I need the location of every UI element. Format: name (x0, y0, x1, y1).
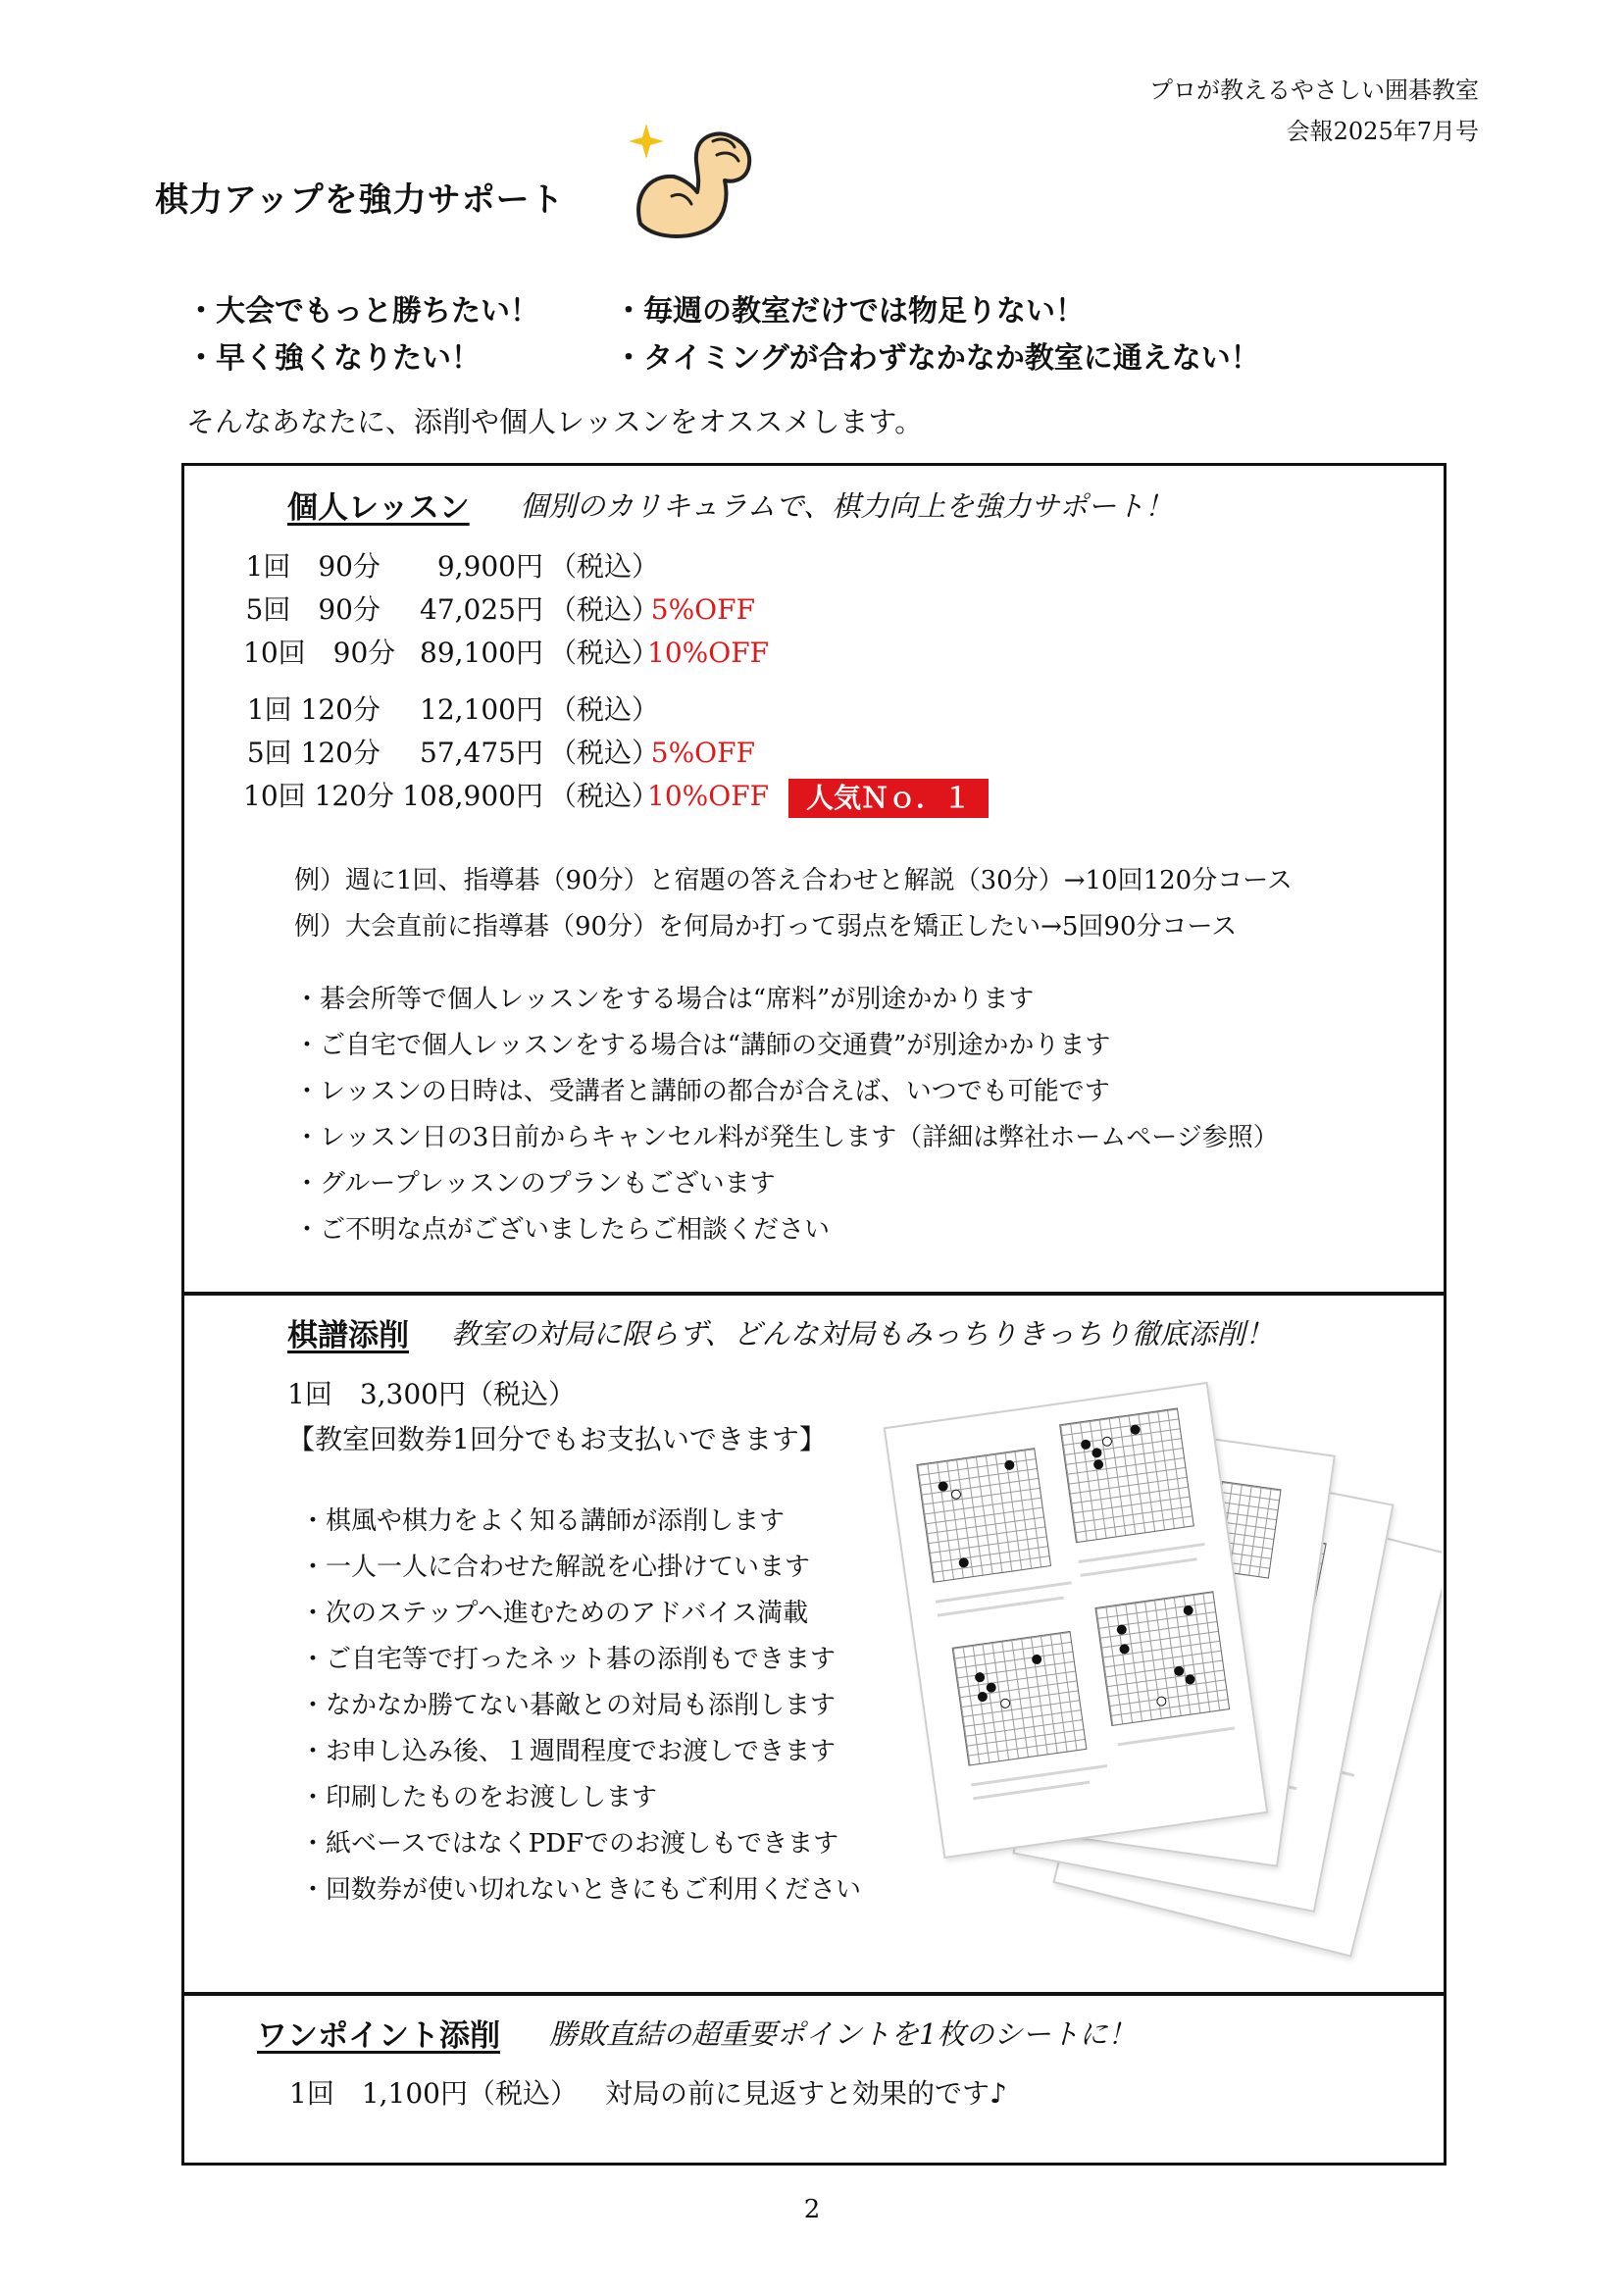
price-row: 5回 120分 57,475円 （税込）5%OFF (246, 737, 755, 769)
price-row: 5回 90分 47,025円 （税込）5%OFF (245, 593, 755, 626)
bullet-left-1: ・大会でもっと勝ちたい！ (186, 294, 539, 329)
list-item: ・回数券が使い切れないときにもご利用ください (300, 1875, 862, 1905)
school-name: プロが教えるやさしい囲碁教室 (1149, 76, 1479, 104)
page-title: 棋力アップを強力サポート (155, 180, 565, 220)
onepoint-title: ワンポイント添削 (257, 2018, 500, 2054)
kifu-features (300, 1499, 861, 1913)
kifu-tagline: 教室の対局に限らず、どんな対局もみっちりきっちり徹底添削！ (451, 1317, 1274, 1351)
list-item: ・なかなか勝てない碁敵との対局も添削します (300, 1691, 837, 1720)
issue-label: 会報2025年7月号 (1286, 118, 1479, 145)
list-item: ・ご自宅で個人レッスンをする場合は“講師の交通費”が別途かかります (294, 1031, 1111, 1060)
lesson-example-1: 例）週に1回、指導碁（90分）と宿題の答え合わせと解説（30分）→10回120分コース (294, 866, 1293, 895)
flexed-arm-icon (623, 116, 770, 243)
onepoint-price: 1回 1,100円（税込） (289, 2077, 578, 2110)
kifu-sheets-illustration (853, 1363, 1442, 1971)
list-item: ・一人一人に合わせた解説を心掛けています (300, 1553, 811, 1582)
lesson-title: 個人レッスン (287, 490, 470, 526)
list-item: ・ご不明な点がございましたらご相談ください (294, 1215, 831, 1245)
bullet-right-1: ・毎週の教室だけでは物足りない！ (614, 294, 1085, 329)
lesson-price-list (243, 545, 989, 818)
price-row: 10回 120分 108,900円 （税込）10%OFF 人気Ｎｏ．１ (243, 775, 989, 818)
bullet-left-2: ・早く強くなりたい！ (186, 341, 481, 376)
list-item: ・レッスン日の3日前からキャンセル料が発生します（詳細は弊社ホームページ参照） (294, 1123, 1279, 1152)
kifu-price: 1回 3,300円（税込） (287, 1378, 576, 1410)
kifu-sheet-front (884, 1382, 1269, 1859)
list-item: ・レッスンの日時は、受講者と講師の都合が合えば、いつでも可能です (294, 1077, 1110, 1106)
bullet-right-2: ・タイミングが合わずなかなか教室に通えない！ (614, 341, 1260, 376)
sparkle-icon (629, 124, 664, 159)
onepoint-tagline: 勝敗直結の超重要ポイントを1枚のシートに！ (549, 2017, 1137, 2051)
price-row: 10回 90分 89,100円 （税込）10%OFF (243, 637, 770, 669)
list-item: ・紙ベースではなくPDFでのお渡しもできます (300, 1829, 839, 1859)
list-item: ・グループレッスンのプランもございます (294, 1169, 776, 1198)
page-number: 2 (803, 2195, 821, 2224)
lesson-notes (294, 977, 1279, 1253)
popular-badge: 人気Ｎｏ．１ (788, 779, 989, 818)
kifu-ticket-note: 【教室回数券1回分でもお支払いできます】 (287, 1423, 827, 1455)
list-item: ・次のステップへ進むためのアドバイス満載 (300, 1599, 809, 1628)
price-row: 1回 90分 9,900円 （税込） (245, 550, 660, 583)
list-item: ・碁会所等で個人レッスンをする場合は“席料”が別途かかります (294, 985, 1035, 1014)
intro-text: そんなあなたに、添削や個人レッスンをオススメします。 (186, 405, 924, 438)
list-item: ・ご自宅等で打ったネット碁の添削もできます (300, 1645, 837, 1674)
lesson-example-2: 例）大会直前に指導碁（90分）を何局か打って弱点を矯正したい→5回90分コース (294, 912, 1238, 942)
list-item: ・お申し込み後、１週間程度でお渡しできます (300, 1737, 837, 1766)
list-item: ・印刷したものをお渡しします (300, 1783, 658, 1812)
price-row: 1回 120分 12,100円 （税込） (246, 693, 660, 726)
lesson-tagline: 個別のカリキュラムで、棋力向上を強力サポート！ (520, 489, 1174, 523)
list-item: ・棋風や棋力をよく知る講師が添削します (300, 1506, 786, 1536)
kifu-title: 棋譜添削 (287, 1318, 409, 1353)
onepoint-note: 対局の前に見返すと効果的です♪ (605, 2077, 1007, 2110)
